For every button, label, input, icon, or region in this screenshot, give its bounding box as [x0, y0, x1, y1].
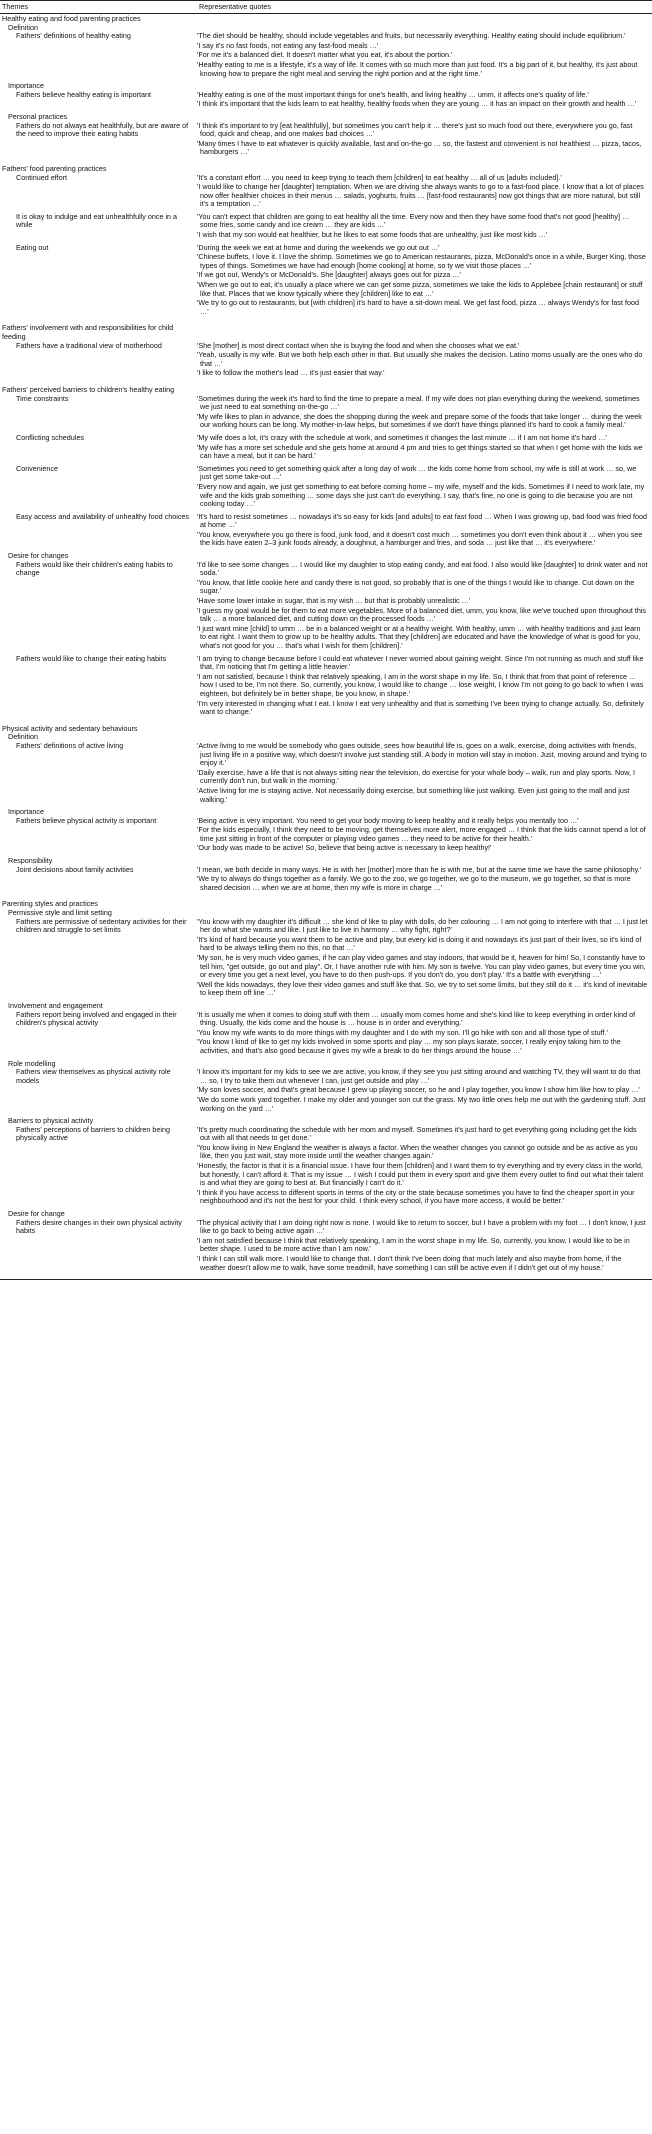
- representative-quote: 'Being active is very important. You need to get your body moving to keep healthy and it really helps you mentally too …': [197, 815, 579, 825]
- quotes-cell: [197, 32, 652, 79]
- theme-label: Physical activity and sedentary behaviours: [2, 723, 138, 733]
- quotes-cell: [197, 724, 652, 734]
- code-label: Convenience: [16, 463, 58, 473]
- subtheme-label: Definition: [8, 22, 38, 32]
- representative-quote: 'It's hard to resist sometimes … nowadays it's so easy for kids [and adults] to eat fast food … When I was growing up, bad food was fried food at home …': [197, 511, 647, 530]
- code-label: Fathers do not always eat healthfully, but are aware of the need to improve their eating habits: [16, 120, 189, 139]
- subtheme-label: Barriers to physical activity: [8, 1116, 94, 1126]
- representative-quote: 'The diet should be healthy, should include vegetables and fruits, but necessarily everything. Healthy eating should include equilibrium.': [197, 31, 626, 41]
- representative-quote: 'I wish that my son would eat healthier, but he likes to eat some foods that are unhealthy, just like most kids …': [197, 230, 548, 240]
- quotes-cell: [197, 918, 652, 999]
- representative-quote: 'Healthy eating to me is a lifestyle, it's a way of life. It comes with so much more than just food. It's a big part of it, but healthy, it's just about knowing how to prepare the right meal and serving the right portion and at the right time.': [197, 59, 638, 78]
- representative-quote: 'I am not satisfied because I think that relatively speaking, I am in the worst shape in my life. So, currently, you know, I would like to be in better shape. I used to be more active than I am now.': [197, 1235, 630, 1254]
- code-label: Fathers' perceptions of barriers to children being physically active: [16, 1124, 170, 1143]
- representative-quote: 'Daily exercise, have a life that is not always sitting near the television, do exercise for your whole body – walk, run and play sports. Now, I currently don't run, but walk in the morning.': [197, 767, 636, 786]
- table-body: [0, 14, 652, 1276]
- subtheme-label: Desire for changes: [8, 551, 69, 561]
- code-label: Conflicting schedules: [16, 432, 84, 442]
- table-row: [0, 32, 652, 79]
- quotes-cell: [197, 742, 652, 805]
- subtheme-label: Permissive style and limit setting: [8, 908, 112, 918]
- representative-quote: 'You know living in New England the weather is always a factor. When the weather changes you cannot go outside and be as active as you like, then you just wait, stay more inside until the weather changes again.': [197, 1142, 638, 1161]
- representative-quote: 'Well the kids nowadays, they love their video games and stuff like that. So, we try to set some limits, but they still do it … it's kind of inevitable to keep them off line …': [197, 979, 648, 998]
- representative-quote: 'For me it's a balanced diet. It doesn't matter what you eat, it's about the portion.': [197, 50, 453, 60]
- representative-quote: 'My wife does a lot, it's crazy with the schedule at work, and sometimes it changes the last minute … if I am not home it's hard …': [197, 432, 607, 442]
- table-row: [0, 655, 652, 718]
- representative-quote: 'Sometimes you need to get something quick after a long day of work … the kids come home from school, my wife is still at work … so, we just get some take-out …': [197, 463, 637, 482]
- table-row: [0, 1219, 652, 1274]
- representative-quote: 'Yeah, usually is my wife. But we both help each other in that. But usually she makes the decision. Latino moms usually are the ones who do that …': [197, 350, 643, 368]
- representative-quote: 'You know, everywhere you go there is food, junk food, and it doesn't cost much … sometimes you don't even think about it … when you see the kids have eaten 2–3 junk foods already, a doughnut, a hamburger and fries, and soda … just like that … it's everywhere.': [197, 529, 643, 548]
- quotes-cell: [197, 434, 652, 462]
- table-row: [0, 91, 652, 110]
- theme-label: Parenting styles and practices: [2, 899, 98, 909]
- representative-quote: 'I think it's important that the kids learn to eat healthy, healthy foods when they are young … it has an impact on their growth and health …': [197, 99, 637, 109]
- quotes-cell: [197, 174, 652, 210]
- table-row: [0, 513, 652, 549]
- quotes-cell: [197, 1011, 652, 1057]
- subtheme-label: Importance: [8, 81, 44, 91]
- code-label: Time constraints: [16, 393, 69, 403]
- representative-quote: 'I guess my goal would be for them to eat more vegetables. More of a balanced diet, umm, you know, like we've touched upon throughout this talk … a more balanced diet, and cutting down on the processed foods …': [197, 605, 647, 624]
- table-row: [0, 866, 652, 894]
- table-row: [0, 122, 652, 158]
- themes-column-header: Themes: [2, 1, 28, 11]
- theme-label: Fathers' involvement with and responsibilities for child feeding: [2, 323, 174, 341]
- quotes-cell: [197, 561, 652, 652]
- quotes-cell: [197, 213, 652, 241]
- representative-quote: 'I'd like to see some changes … I would like my daughter to stop eating candy, and eat food. I also would like [daughter] to drink water and not soda.': [197, 559, 648, 578]
- code-label: Fathers believe healthy eating is important: [16, 89, 152, 99]
- representative-quote: 'Sometimes during the week it's hard to find the time to prepare a meal. If my wife does not plan everything during the weekend, sometimes we just need to eat something on-the-go …': [197, 393, 640, 412]
- representative-quote: 'Every now and again, we just get something to eat before coming home – my wife, myself and the kids. Sometimes if I need to work late, my wife and the kids grab something … some days she just can't do everything. I say, that's fine, no one is going to die because you are not cooking today …': [197, 481, 645, 509]
- representative-quote: 'You know with my daughter it's difficult … she kind of like to play with dolls, do her colouring … I am not going to interfere with that … I just let her do what she wants and like. I just like to live in harmony … why fight, right?': [197, 916, 648, 935]
- representative-quote: 'During the week we eat at home and during the weekends we go out out …': [197, 242, 440, 252]
- table-header: [0, 0, 652, 14]
- quotes-cell: [197, 91, 652, 110]
- row-spacer: [0, 379, 652, 382]
- table-row: [0, 742, 652, 805]
- representative-quote: 'Healthy eating is one of the most important things for one's health, and living healthy … umm, it affects one's quality of life.': [197, 89, 589, 99]
- representative-quote: 'I like to follow the mother's lead … it's just easier that way.': [197, 368, 385, 378]
- code-label: Fathers have a traditional view of motherhood: [16, 340, 162, 350]
- quotes-cell: [197, 122, 652, 158]
- table-row: [0, 174, 652, 210]
- quotes-cell: [197, 1219, 652, 1274]
- table-row: [0, 561, 652, 652]
- table-row: [0, 817, 652, 854]
- representative-quote: 'We do some work yard together. I make my older and younger son cut the grass. My two little ones help me out with the gardening stuff. Just working on the yard …': [197, 1094, 646, 1113]
- representative-quote: 'Our body was made to be active! So, believe that being active is necessary to keep healthy!': [197, 843, 492, 853]
- theme-label: Healthy eating and food parenting practices: [2, 14, 141, 23]
- subtheme-label: Personal practices: [8, 111, 68, 121]
- quotes-column-header: Representative quotes: [199, 1, 271, 11]
- representative-quote: 'I mean, we both decide in many ways. He is with her [mother] more than he is with me, but at the same time we have the same philosophy.': [197, 864, 642, 874]
- representative-quote: 'Many times I have to eat whatever is quickly available, fast and on-the-go … so, the fastest and convenient is not healthiest … pizza, tacos, hamburgers …': [197, 138, 642, 157]
- quotes-cell: [197, 899, 652, 909]
- quotes-cell: [197, 465, 652, 510]
- representative-quote: 'You know I kind of like to get my kids involved in some sports and play … my son plays karate, soccer, I really enjoy taking him to the activities, and that's also good because it gives my wife a break to do her things around the house …': [197, 1037, 621, 1055]
- subtheme-label: Involvement and engagement: [8, 1000, 103, 1010]
- row-spacer: [0, 158, 652, 161]
- theme-label: Fathers' food parenting practices: [2, 163, 107, 173]
- table-row: [0, 1068, 652, 1114]
- representative-quote: 'You can't expect that children are going to eat healthy all the time. Every now and then they have some food that's not good [healthy] … some fries, some candy and ice cream … they are kids …': [197, 211, 630, 230]
- code-label: Fathers' definitions of active living: [16, 740, 124, 750]
- quotes-cell: [197, 513, 652, 549]
- representative-quote: 'It's a constant effort … you need to keep trying to teach them [children] to eat healthy … all of us [adults included].': [197, 172, 562, 182]
- representative-quote: 'I am not satisfied, because I think that relatively speaking, I am in the worst shape in my life. So, I think that from that point of reference … how I used to be, I'm not there. So, currently, you know, I would like to change … lose weight, I know I'm not going to go back to when I was eighteen, but definitely be in better shape, be you know, in shape.': [197, 671, 644, 698]
- representative-quote: 'We try to go out to restaurants, but [with children] it's hard to have a sit-down meal. We get fast food, pizza … always Wendy's for fast food …': [197, 298, 639, 316]
- representative-quote: 'My wife has a more set schedule and she gets home at around 4 pm and tries to get things started so that when I get home with the kids we can have a meal, but it can be hard.': [197, 442, 643, 461]
- representative-quote: 'When we go out to eat, it's usually a place where we can get some pizza, sometimes we take the kids to Applebee [chain restaurant] or stuff like that. Places that we know typically where they [children] like to eat …': [197, 280, 643, 298]
- quotes-cell: [197, 817, 652, 854]
- representative-quote: 'Chinese buffets, I love it. I love the shrimp. Sometimes we go to American restaurants, pizza, McDonald's once in a while, Burger King, those types of things. Sometimes we have had enough [home cooking] at home, so ty we visit those places …': [197, 252, 646, 270]
- representative-quote: 'I think it's important to try [eat healthfully], but sometimes you can't help it … there's just so much food out there, everywhere you go, fast food, quick and cheap, and one makes bad choices …': [197, 120, 633, 139]
- representative-quote: 'It is usually me when it comes to doing stuff with them … usually mom comes home and she's kind like to keep everything in order kind of thing. Usually, the kids come and the house is … house is in order and everything.': [197, 1009, 636, 1028]
- code-label: Fathers believe physical activity is important: [16, 815, 157, 825]
- table-row: [0, 1126, 652, 1207]
- quotes-cell: [197, 866, 652, 894]
- code-label: Fathers desire changes in their own physical activity habits: [16, 1217, 182, 1236]
- representative-quote: 'My son loves soccer, and that's great because I grew up playing soccer, so he and I play together, you know I show him like how to play …': [197, 1085, 640, 1095]
- representative-quote: 'I just want mine [child] to umm … be in a balanced weight or at a healthy weight. With healthy, umm … with healthy traditions and just learn to eat right. I want them to grow up to be healthy adults. That they [children] are educated and have the knowledge of what is good for you, what's not good for you … that's what I wish for them [children].': [197, 623, 641, 650]
- row-spacer: [0, 1273, 652, 1276]
- row-spacer: [0, 718, 652, 721]
- code-label: Continued effort: [16, 172, 68, 182]
- code-label: Fathers would like to change their eating habits: [16, 653, 167, 663]
- code-label: Joint decisions about family activities: [16, 864, 134, 874]
- representative-quote: 'I think if you have access to different sports in terms of the city or the state because sometimes you have to find the cheaper sport in your neighbourhood and it's not the best for your child. I think every school, if you have more access, it would be better.': [197, 1187, 635, 1206]
- code-label: Fathers view themselves as physical activity role models: [16, 1067, 171, 1085]
- quotes-cell: [197, 1126, 652, 1207]
- table-row: [0, 395, 652, 431]
- representative-quote: 'It's pretty much coordinating the schedule with her mom and myself. Sometimes it's just hard to get everything going including get the kids out with all that needs to get done.': [197, 1124, 637, 1143]
- subtheme-label: Importance: [8, 807, 44, 817]
- representative-quote: 'We try to always do things together as a family. We go to the zoo, we go together, we go to the museum, we go together, so that is more shared decision … when we are at home, then my wife is more in charge …': [197, 874, 631, 892]
- representative-quote: 'If we got out, Wendy's or McDonald's. She [daughter] always goes out for pizza …': [197, 270, 461, 280]
- representative-quote: 'Active living for me is staying active. Not necessarily doing exercise, but something like just walking. Even just going to the mall and just walking.': [197, 785, 630, 804]
- subtheme-label: Definition: [8, 732, 38, 742]
- code-label: Fathers' definitions of healthy eating: [16, 31, 131, 41]
- subtheme-label: Desire for change: [8, 1209, 65, 1219]
- row-spacer: [0, 317, 652, 320]
- quotes-cell: [197, 342, 652, 379]
- code-label: It is okay to indulge and eat unhealthfully once in a while: [16, 211, 178, 230]
- quotes-cell: [197, 14, 652, 24]
- table-row: [0, 465, 652, 510]
- theme-row: [0, 724, 652, 734]
- code-label: Easy access and availability of unhealthy food choices: [16, 511, 190, 521]
- representative-quote: 'My son, he is very much video games, if he can play video games and stay indoors, that would be it, heaven for him! So, I constantly have to tell him, "get outside, go out and play". Or, I have another rule with him. My son is twelve. You can play video games, but every time you win, or every time you get a next level, you have to do then push-ups. If you don't do, you don't play.' It's a battle with everything …': [197, 953, 646, 980]
- table-row: [0, 918, 652, 999]
- code-label: Fathers are permissive of sedentary activities for their children and struggle to set limits: [16, 916, 187, 935]
- representative-quote: 'My wife likes to plan in advance, she does the shopping during the week and prepare some of the foods that take longer … during the week our working hours can be long. My mother-in-law helps, but sometimes if we don't have things planned it's hard to cook a family meal.': [197, 411, 642, 430]
- representative-quote: 'You know my wife wants to do more things with my daughter and I do with my son. I'll go hike with son and all those type of stuff.': [197, 1027, 608, 1037]
- theme-row: [0, 14, 652, 24]
- subtheme-label: Role modelling: [8, 1058, 56, 1068]
- table-row: [0, 434, 652, 462]
- quotes-cell: [197, 323, 652, 341]
- representative-quote: 'I know it's important for my kids to see we are active, you know, if they see you just sitting around and watching TV, they will want to do that … so, I try to take them out whenever I can, just get outside and play …': [197, 1067, 641, 1085]
- representative-quote: 'Active living to me would be somebody who goes outside, sees how beautiful life is, goes on a walk, exercise, doing activities with friends, just living life in a positive way, which doesn't involve just standing still. A body in motion will stay in motion. Just, moving around and trying to enjoy it.': [197, 740, 647, 768]
- quotes-cell: [197, 395, 652, 431]
- representative-quote: 'I'm very interested in changing what I eat. I know I eat very unhealthy and that is something I've been trying to change actually. So, definitely want to change.': [197, 698, 644, 717]
- quotes-cell: [197, 655, 652, 718]
- code-label: Fathers report being involved and engaged in their children's physical activity: [16, 1009, 177, 1028]
- table-row: [0, 342, 652, 379]
- representative-quote: 'Honestly, the factor is that it is a financial issue. I have four them [children] and I want them to try everything and try every class in the world, but honestly, I can't afford it. That is my issue … I wish I could put them in every sport and give them every outlet to find out what their talent is and what they are going to best at. But financially I can't do it.': [197, 1161, 644, 1188]
- representative-quote: 'The physical activity that I am doing right now is none. I would like to return to soccer, but I have a problem with my foot … I don't know, I just like to go back to being active again …': [197, 1217, 646, 1236]
- representative-quote: 'She [mother] is most direct contact when she is buying the food and when she chooses what we eat.': [197, 340, 520, 350]
- table-bottom-rule: [0, 1279, 652, 1280]
- representative-quote: 'I would like to change her [daughter] temptation. When we are driving she always wants to go to a fast-food place. I know that a lot of places now offer healthier choices in their menus … salads, yoghurts, fruits … [fast-food restaurants] now got things that are more natural, but still it's a temptation …': [197, 182, 644, 209]
- code-label: Eating out: [16, 242, 49, 252]
- table-row: [0, 244, 652, 318]
- representative-quote: 'I think I can still walk more. I would like to change that. I don't think I've been doing that much lately and also maybe from home, if the weather doesn't allow me to walk, have some treadmill, have something I can still be active even if I didn't get out of my house.': [197, 1254, 622, 1272]
- table-row: [0, 1011, 652, 1057]
- quotes-cell: [197, 1068, 652, 1114]
- subtheme-label: Responsibility: [8, 856, 53, 866]
- representative-quote: 'It's kind of hard because you want them to be active and play, but every kid is doing it and nowadays it's just part of their lives, so it's kind of hard to be always telling them no this, no that …': [197, 934, 642, 953]
- representative-quote: 'Have some lower intake in sugar, that is my wish … but that is probably unrealistic …': [197, 596, 471, 606]
- representative-quote: 'I am trying to change because before I could eat whatever I never worried about gaining weight. Since I'm not running as much and stuff like that, I'm noticing that I'm getting a little heavier.': [197, 653, 644, 672]
- theme-label: Fathers' perceived barriers to children's healthy eating: [2, 384, 175, 394]
- representative-quote: 'I say it's no fast foods, not eating any fast-food meals …': [197, 40, 379, 50]
- quotes-cell: [197, 244, 652, 318]
- code-label: Fathers would like their children's eating habits to change: [16, 559, 173, 578]
- row-spacer: [0, 893, 652, 896]
- representative-quote: 'You know, that little cookie here and candy there is not good, so probably that is one of the things I would like to change. Cut down on the sugar.': [197, 577, 635, 596]
- theme-row: [0, 323, 652, 341]
- table-row: [0, 213, 652, 241]
- representative-quote: 'For the kids especially, I think they need to be moving, get themselves more alert, more engaged … I think that the kids cannot spend a lot of time just sitting in front of the computer or playing video games … they need to be active for their health.': [197, 825, 646, 843]
